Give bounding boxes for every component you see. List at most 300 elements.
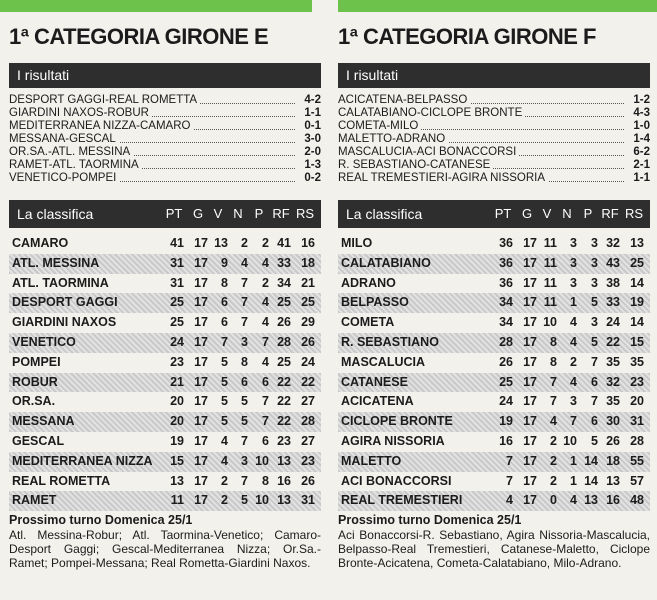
result-row (338, 159, 650, 172)
result-match: ACICATENA-BELPASSO (338, 94, 470, 106)
result-score: 3-0 (304, 133, 321, 145)
stat-p: 13 (584, 493, 598, 508)
stat-v: 13 (214, 236, 228, 250)
stat-rs: 21 (301, 275, 315, 290)
stat-g: 17 (523, 493, 537, 508)
stat-g: 17 (194, 275, 208, 290)
stat-g: 17 (194, 334, 208, 349)
stat-pt: 31 (170, 255, 184, 270)
standings-row (9, 472, 321, 492)
results-header (9, 63, 321, 88)
stat-pt: 16 (499, 433, 513, 448)
stat-v: 2 (221, 473, 228, 488)
stat-pt: 7 (506, 453, 513, 468)
team-name: MEDITERRANEA NIZZA (12, 453, 153, 468)
results-list (9, 94, 321, 185)
team-name: ATL. TAORMINA (12, 275, 109, 290)
stat-g: 17 (194, 374, 208, 389)
next-round-title: Prossimo turno Domenica 25/1 (338, 513, 522, 527)
stat-rf: 22 (277, 394, 291, 409)
column-header-pt: PT (165, 206, 183, 221)
stat-rs: 23 (630, 374, 644, 389)
stat-n: 4 (570, 374, 577, 389)
stat-pt: 28 (499, 334, 513, 349)
stat-rs: 19 (630, 295, 644, 310)
stat-rf: 32 (606, 236, 620, 250)
stat-p: 7 (262, 414, 269, 429)
stat-rf: 26 (606, 433, 620, 448)
result-match: MESSANA-GESCAL (9, 133, 119, 145)
stat-g: 17 (523, 374, 537, 389)
stat-rf: 18 (606, 453, 620, 468)
stat-rs: 29 (301, 315, 315, 330)
stat-n: 3 (570, 255, 577, 270)
stat-rf: 22 (277, 374, 291, 389)
stat-v: 5 (221, 414, 228, 429)
stat-pt: 41 (170, 236, 184, 250)
stat-p: 6 (591, 374, 598, 389)
stat-n: 6 (241, 374, 248, 389)
stat-rf: 33 (606, 295, 620, 310)
team-name: POMPEI (12, 354, 61, 369)
result-row (9, 94, 321, 107)
team-name: R. SEBASTIANO (341, 334, 439, 349)
column-header-g: G (521, 206, 533, 221)
results-list (338, 94, 650, 185)
standings-row (9, 234, 321, 254)
team-name: VENETICO (12, 334, 76, 349)
result-score: 1-1 (304, 107, 321, 119)
results-header-label: I risultati (17, 67, 70, 83)
stat-rs: 25 (630, 255, 644, 270)
standings-row (9, 333, 321, 353)
result-score: 1-0 (633, 120, 650, 132)
stat-pt: 36 (499, 236, 513, 250)
stat-rs: 27 (301, 394, 315, 409)
column-header-rf: RF (272, 206, 290, 221)
stat-n: 7 (241, 433, 248, 448)
stat-n: 3 (570, 275, 577, 290)
stat-p: 6 (591, 414, 598, 429)
stat-n: 7 (241, 315, 248, 330)
standings-row (338, 412, 650, 432)
stat-p: 3 (591, 255, 598, 270)
stat-pt: 21 (170, 374, 184, 389)
stat-g: 17 (523, 354, 537, 369)
stat-g: 17 (523, 473, 537, 488)
team-name: REAL ROMETTA (12, 473, 111, 488)
standings-row (9, 452, 321, 472)
stat-pt: 19 (499, 414, 513, 429)
standings-row (9, 412, 321, 432)
page-title: 1ª CATEGORIA GIRONE F (338, 24, 596, 49)
stat-g: 17 (523, 255, 537, 270)
stat-v: 2 (221, 493, 228, 508)
result-row (338, 94, 650, 107)
stat-n: 3 (570, 236, 577, 250)
column-header-v: V (213, 206, 223, 221)
stat-g: 17 (194, 236, 208, 250)
stat-n: 2 (570, 354, 577, 369)
stat-v: 11 (543, 275, 557, 290)
result-match: GIARDINI NAXOS-ROBUR (9, 107, 152, 119)
stat-g: 17 (523, 295, 537, 310)
stat-rf: 34 (277, 275, 291, 290)
stat-rs: 57 (630, 473, 644, 488)
stat-g: 17 (523, 315, 537, 330)
stat-g: 17 (194, 255, 208, 270)
result-match: MALETTO-ADRANO (338, 133, 448, 145)
result-row (9, 146, 321, 159)
result-row (338, 107, 650, 120)
team-name: MESSANA (12, 414, 75, 429)
stat-n: 4 (570, 493, 577, 508)
stat-g: 17 (523, 414, 537, 429)
next-round-text: Aci Bonaccorsi-R. Sebastiano, Agira Nissoria-Mascalucia, Belpasso-Real Tremestieri, Catanese-Maletto, Ciclope Bronte-Acicatena, Cometa-Calatabiano, Milo-Adrano. (338, 528, 650, 570)
stat-pt: 15 (170, 453, 184, 468)
result-score: 0-1 (304, 120, 321, 132)
stat-pt: 25 (499, 374, 513, 389)
stat-v: 9 (221, 255, 228, 270)
column-header-v: V (542, 206, 552, 221)
standings-table (338, 234, 650, 511)
stat-g: 17 (523, 334, 537, 349)
stat-rs: 23 (301, 453, 315, 468)
result-row (9, 133, 321, 146)
stat-n: 7 (241, 295, 248, 310)
stat-n: 1 (570, 473, 577, 488)
stat-rs: 22 (301, 374, 315, 389)
result-match: MASCALUCIA-ACI BONACCORSI (338, 146, 519, 158)
stat-n: 10 (563, 433, 577, 448)
stat-g: 17 (194, 354, 208, 369)
column-header-rs: RS (624, 206, 644, 221)
stat-rs: 14 (630, 315, 644, 330)
stat-p: 14 (584, 453, 598, 468)
stat-g: 17 (194, 453, 208, 468)
stat-rs: 26 (301, 473, 315, 488)
stat-rf: 30 (606, 414, 620, 429)
team-name: CICLOPE BRONTE (341, 414, 453, 429)
column-header-pt: PT (494, 206, 512, 221)
team-name: DESPORT GAGGI (12, 295, 118, 310)
result-row (9, 120, 321, 133)
girone-e-column (9, 0, 330, 600)
team-name: MILO (341, 236, 373, 250)
stat-rs: 15 (630, 334, 644, 349)
standings-row (338, 274, 650, 294)
stat-v: 0 (550, 493, 557, 508)
stat-p: 7 (591, 394, 598, 409)
stat-p: 5 (591, 433, 598, 448)
result-row (338, 172, 650, 185)
stat-v: 10 (543, 315, 557, 330)
stat-rf: 33 (277, 255, 291, 270)
stat-rs: 35 (630, 354, 644, 369)
stat-pt: 26 (499, 354, 513, 369)
result-row (9, 159, 321, 172)
stat-n: 1 (570, 453, 577, 468)
column-header-n: N (562, 206, 572, 221)
stat-pt: 34 (499, 295, 513, 310)
stat-rs: 31 (301, 493, 315, 508)
results-header-label: I risultati (346, 67, 399, 83)
result-score: 1-4 (633, 133, 650, 145)
team-name: GIARDINI NAXOS (12, 315, 117, 330)
stat-rf: 16 (277, 473, 291, 488)
stat-pt: 4 (506, 493, 513, 508)
result-match: CALATABIANO-CICLOPE BRONTE (338, 107, 525, 119)
stat-p: 7 (591, 354, 598, 369)
result-score: 2-0 (304, 146, 321, 158)
team-name: CAMARO (12, 236, 69, 250)
standings-row (9, 432, 321, 452)
team-name: CALATABIANO (341, 255, 431, 270)
stat-rs: 31 (630, 414, 644, 429)
stat-p: 14 (584, 473, 598, 488)
team-name: ACI BONACCORSI (341, 473, 452, 488)
stat-pt: 36 (499, 255, 513, 270)
team-name: ACICATENA (341, 394, 414, 409)
result-row (9, 107, 321, 120)
stat-g: 17 (523, 236, 537, 250)
stat-g: 17 (523, 275, 537, 290)
result-match: COMETA-MILO (338, 120, 421, 132)
stat-rf: 13 (277, 493, 291, 508)
stat-v: 6 (221, 295, 228, 310)
column-header-p: P (583, 206, 593, 221)
stat-rf: 23 (277, 433, 291, 448)
next-round (9, 513, 321, 570)
result-match: VENETICO-POMPEI (9, 172, 119, 184)
result-row (9, 172, 321, 185)
team-name: RAMET (12, 493, 57, 508)
stat-p: 3 (591, 315, 598, 330)
stat-pt: 11 (170, 493, 184, 508)
stat-n: 7 (570, 414, 577, 429)
stat-rf: 32 (606, 374, 620, 389)
stat-p: 2 (262, 236, 269, 250)
results-header (338, 63, 650, 88)
stat-p: 3 (591, 236, 598, 250)
stat-rs: 16 (301, 236, 315, 250)
stat-n: 8 (241, 354, 248, 369)
team-name: MALETTO (341, 453, 402, 468)
next-round (338, 513, 650, 570)
next-round-title: Prossimo turno Domenica 25/1 (9, 513, 193, 527)
standings-header (338, 200, 650, 228)
next-round-text: Atl. Messina-Robur; Atl. Taormina-Venetico; Camaro-Desport Gaggi; Gescal-Mediterranea Nizza; Or.Sa.-Ramet; Pompei-Messana; Real Rometta-Giardini Naxos. (9, 528, 321, 570)
result-score: 2-1 (633, 159, 650, 171)
stat-rf: 28 (277, 334, 291, 349)
stat-v: 6 (221, 315, 228, 330)
stat-g: 17 (194, 394, 208, 409)
standings-row (9, 491, 321, 511)
stat-g: 17 (523, 453, 537, 468)
stat-p: 3 (591, 275, 598, 290)
stat-n: 4 (570, 334, 577, 349)
stat-p: 4 (262, 354, 269, 369)
result-row (338, 120, 650, 133)
standings-row (9, 353, 321, 373)
standings-header-label: La classifica (17, 206, 94, 222)
result-score: 4-2 (304, 94, 321, 106)
stat-rf: 35 (606, 394, 620, 409)
team-name: COMETA (341, 315, 395, 330)
stat-pt: 23 (170, 354, 184, 369)
standings-header (9, 200, 321, 228)
result-row (338, 146, 650, 159)
stat-n: 4 (241, 255, 248, 270)
stat-rs: 20 (630, 394, 644, 409)
stat-p: 6 (262, 433, 269, 448)
stat-rf: 35 (606, 354, 620, 369)
result-match: DESPORT GAGGI-REAL ROMETTA (9, 94, 200, 106)
stat-n: 3 (570, 394, 577, 409)
stat-v: 2 (550, 433, 557, 448)
standings-row (9, 293, 321, 313)
result-match: RAMET-ATL. TAORMINA (9, 159, 142, 171)
stat-g: 17 (194, 414, 208, 429)
stat-rs: 18 (301, 255, 315, 270)
team-name: MASCALUCIA (341, 354, 426, 369)
stat-rs: 25 (301, 295, 315, 310)
stat-n: 3 (241, 453, 248, 468)
stat-n: 7 (241, 473, 248, 488)
standings-row (338, 353, 650, 373)
stat-g: 17 (194, 433, 208, 448)
stat-v: 5 (221, 374, 228, 389)
stat-rf: 22 (277, 414, 291, 429)
stat-pt: 19 (170, 433, 184, 448)
stat-p: 10 (255, 493, 269, 508)
team-name: ATL. MESSINA (12, 255, 100, 270)
stat-v: 4 (221, 453, 228, 468)
stat-p: 4 (262, 315, 269, 330)
stat-pt: 20 (170, 394, 184, 409)
result-score: 1-2 (633, 94, 650, 106)
stat-p: 4 (262, 255, 269, 270)
result-score: 1-1 (633, 172, 650, 184)
stat-n: 2 (241, 236, 248, 250)
stat-rf: 38 (606, 275, 620, 290)
stat-rs: 55 (630, 453, 644, 468)
team-name: GESCAL (12, 433, 65, 448)
stat-n: 4 (570, 315, 577, 330)
column-header-p: P (254, 206, 264, 221)
stat-rs: 28 (301, 414, 315, 429)
standings-row (338, 373, 650, 393)
stat-rf: 25 (277, 295, 291, 310)
team-name: ROBUR (12, 374, 58, 389)
stat-v: 4 (550, 414, 557, 429)
standings-row (338, 472, 650, 492)
stat-v: 7 (550, 374, 557, 389)
stat-p: 5 (591, 334, 598, 349)
stat-g: 17 (194, 315, 208, 330)
stat-v: 5 (221, 354, 228, 369)
standings-row (9, 254, 321, 274)
standings-row (9, 313, 321, 333)
standings-table (9, 234, 321, 511)
stat-n: 7 (241, 275, 248, 290)
team-name: AGIRA NISSORIA (341, 433, 445, 448)
stat-pt: 34 (499, 315, 513, 330)
stat-p: 2 (262, 275, 269, 290)
standings-row (338, 491, 650, 511)
standings-row (9, 392, 321, 412)
result-score: 0-2 (304, 172, 321, 184)
stat-p: 10 (255, 453, 269, 468)
standings-row (338, 432, 650, 452)
stat-rf: 43 (606, 255, 620, 270)
column-header-rf: RF (601, 206, 619, 221)
stat-pt: 31 (170, 275, 184, 290)
stat-p: 7 (262, 394, 269, 409)
result-score: 4-3 (633, 107, 650, 119)
team-name: BELPASSO (341, 295, 409, 310)
stat-rs: 26 (301, 334, 315, 349)
stat-rf: 13 (606, 473, 620, 488)
column-header-g: G (192, 206, 204, 221)
standings-row (338, 333, 650, 353)
stat-rs: 27 (301, 433, 315, 448)
stat-rf: 25 (277, 354, 291, 369)
stat-p: 6 (262, 374, 269, 389)
stat-v: 2 (550, 473, 557, 488)
stat-pt: 25 (170, 315, 184, 330)
stat-rf: 24 (606, 315, 620, 330)
stat-pt: 24 (499, 394, 513, 409)
stat-v: 8 (550, 334, 557, 349)
stat-pt: 24 (170, 334, 184, 349)
team-name: CATANESE (341, 374, 408, 389)
stat-v: 7 (550, 394, 557, 409)
stat-rf: 26 (277, 315, 291, 330)
stat-g: 17 (523, 433, 537, 448)
stat-rs: 28 (630, 433, 644, 448)
stat-v: 7 (221, 334, 228, 349)
stat-rf: 16 (606, 493, 620, 508)
column-header-n: N (233, 206, 243, 221)
stat-pt: 25 (170, 295, 184, 310)
stat-rs: 48 (630, 493, 644, 508)
team-name: REAL TREMESTIERI (341, 493, 463, 508)
stat-v: 11 (543, 255, 557, 270)
standings-row (338, 392, 650, 412)
stat-v: 4 (221, 433, 228, 448)
stat-n: 3 (241, 334, 248, 349)
stat-g: 17 (194, 493, 208, 508)
standings-header-label: La classifica (346, 206, 423, 222)
stat-g: 17 (194, 295, 208, 310)
result-match: MEDITERRANEA NIZZA-CAMARO (9, 120, 193, 132)
stat-p: 5 (591, 295, 598, 310)
standings-row (9, 373, 321, 393)
stat-v: 8 (221, 275, 228, 290)
stat-pt: 20 (170, 414, 184, 429)
result-score: 1-3 (304, 159, 321, 171)
stat-p: 4 (262, 295, 269, 310)
stat-p: 8 (262, 473, 269, 488)
stat-pt: 36 (499, 275, 513, 290)
stat-n: 1 (570, 295, 577, 310)
result-score: 6-2 (633, 146, 650, 158)
stat-n: 5 (241, 493, 248, 508)
stat-n: 5 (241, 394, 248, 409)
result-row (338, 133, 650, 146)
standings-row (338, 452, 650, 472)
